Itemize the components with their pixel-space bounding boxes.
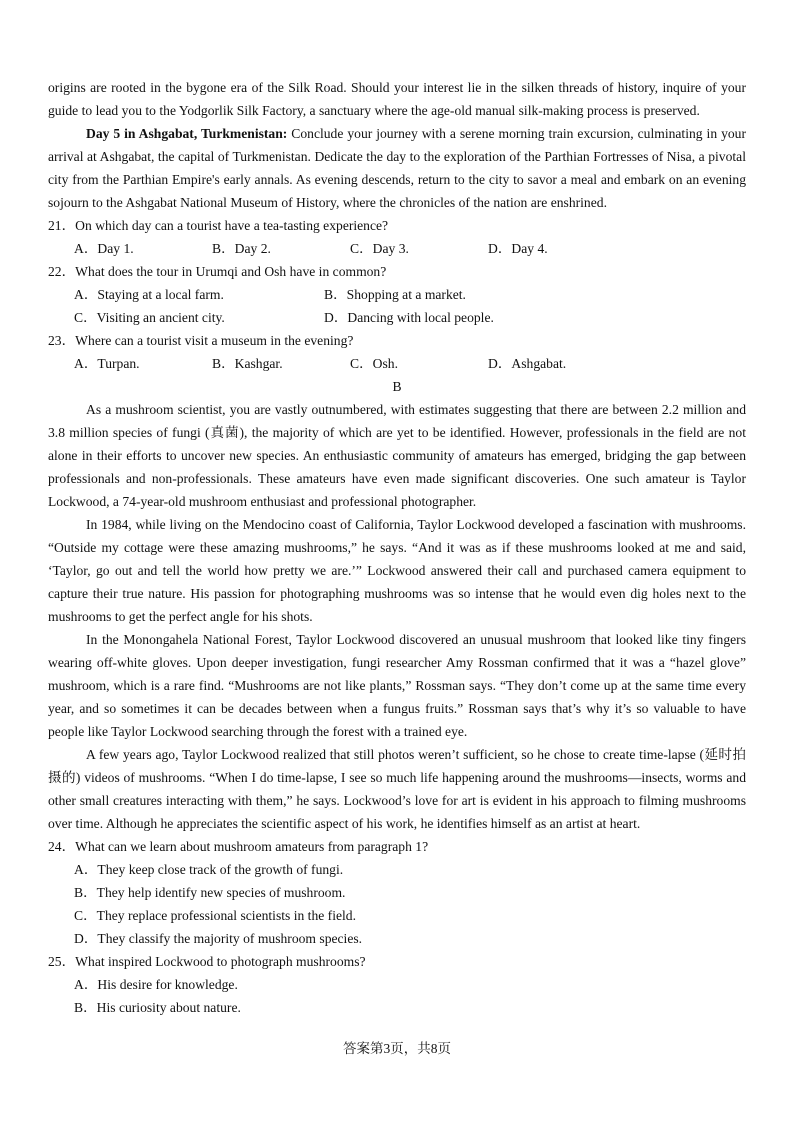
option-c[interactable]: C．Visiting an ancient city.: [74, 310, 225, 325]
question-22-options-row1: [48, 283, 746, 306]
passage-b-paragraph-4: A few years ago, Taylor Lockwood realized that still photos weren’t sufficient, so he chose to create time-lapse (延时拍摄的) videos of mushrooms. “When I do time-lapse, I see so much life happening around the mushrooms—insects, worms and other small creatures interacting with them,” he says. Lockwood’s love for art is evident in his approach to filming mushrooms over time. Although he appreciates the scientific aspect of his work, he identifies himself as an artist at heart.: [48, 747, 746, 831]
question-24-stem: 24．What can we learn about mushroom amateurs from paragraph 1?: [48, 839, 429, 854]
option-b[interactable]: B．His curiosity about nature.: [74, 1000, 241, 1015]
page-content: [48, 76, 746, 1019]
day5-text: Conclude your journey with a serene morning train excursion, culminating in your arrival at Ashgabat, the capital of Turkmenistan. Dedicate the day to the exploration of the Parthian Fortresses of Nisa, a pivotal city from the Parthian Empire's early annals. As evening descends, return to the city to savor a meal and embark on an evening sojourn to the Ashgabat National Museum of History, where the chronicles of the nation are enshrined.: [48, 126, 746, 210]
day5-heading: Day 5 in Ashgabat, Turkmenistan:: [86, 126, 288, 141]
question-22-options-row2: [48, 306, 746, 329]
option-a[interactable]: A．Staying at a local farm.: [74, 287, 224, 302]
question-23-options: [48, 352, 746, 375]
option-b[interactable]: B．Kashgar.: [212, 356, 283, 371]
option-d[interactable]: D．Dancing with local people.: [324, 310, 494, 325]
option-d[interactable]: D．They classify the majority of mushroom species.: [74, 931, 363, 946]
option-b[interactable]: B．Day 2.: [212, 241, 271, 256]
question-25-stem: 25．What inspired Lockwood to photograph mushrooms?: [48, 954, 366, 969]
option-d[interactable]: D．Ashgabat.: [488, 356, 567, 371]
passage-b-paragraph-2: In 1984, while living on the Mendocino coast of California, Taylor Lockwood developed a fascination with mushrooms. “Outside my cottage were these amazing mushrooms,” he says. “And it was as if these mushrooms looked at me and said, ‘Taylor, go out and tell the world how pretty we are.’” Lockwood answered their call and purchased camera equipment to capture their true nature. His passion for photographing mushrooms was so intense that he would even dig holes next to the mushrooms to get the perfect angle for his shots.: [48, 517, 746, 624]
passage-a-day5: [48, 122, 746, 214]
question-23-stem: 23．Where can a tourist visit a museum in the evening?: [48, 333, 354, 348]
question-21-options: [48, 237, 746, 260]
page-footer: 答案第3页，共8页: [343, 1041, 451, 1056]
option-b[interactable]: B．Shopping at a market.: [324, 287, 466, 302]
option-a[interactable]: A．Turpan.: [74, 356, 140, 371]
section-b-label: B: [392, 379, 402, 394]
option-b[interactable]: B．They help identify new species of mushroom.: [74, 885, 346, 900]
passage-b-paragraph-1: As a mushroom scientist, you are vastly outnumbered, with estimates suggesting that there are between 2.2 million and 3.8 million species of fungi (真菌), the majority of which are yet to be identified. However, professionals in the field are not alone in their efforts to uncover new species. An enthusiastic community of amateurs has emerged, bridging the gap between professionals and non-professionals. These amateurs have even made significant discoveries. One such amateur is Taylor Lockwood, a 74-year-old mushroom enthusiast and professional photographer.: [48, 402, 746, 509]
option-a[interactable]: A．They keep close track of the growth of fungi.: [74, 862, 344, 877]
passage-b-paragraph-3: In the Monongahela National Forest, Taylor Lockwood discovered an unusual mushroom that looked like tiny fingers wearing off-white gloves. Upon deeper investigation, fungi researcher Amy Rossman confirmed that it was a “hazel glove” mushroom, which is a rare find. “Mushrooms are not like plants,” Rossman says. “They don’t come up at the same time every year, and so sometimes it can be decades between when a fungus fruits.” Rossman says that’s why it’s so valuable to have people like Taylor Lockwood searching through the forest with a trained eye.: [48, 632, 746, 739]
question-22-stem: 22．What does the tour in Urumqi and Osh have in common?: [48, 264, 387, 279]
option-c[interactable]: C．Day 3.: [350, 241, 409, 256]
option-d[interactable]: D．Day 4.: [488, 241, 548, 256]
question-21-stem: 21．On which day can a tourist have a tea-tasting experience?: [48, 218, 389, 233]
option-c[interactable]: C．Osh.: [350, 356, 398, 371]
option-a[interactable]: A．His desire for knowledge.: [74, 977, 238, 992]
option-a[interactable]: A．Day 1.: [74, 241, 134, 256]
passage-a-paragraph: origins are rooted in the bygone era of the Silk Road. Should your interest lie in the silken threads of history, inquire of your guide to lead you to the Yodgorlik Silk Factory, a sanctuary where the age-old manual silk-making process is preserved.: [48, 80, 746, 118]
option-c[interactable]: C．They replace professional scientists in the field.: [74, 908, 356, 923]
